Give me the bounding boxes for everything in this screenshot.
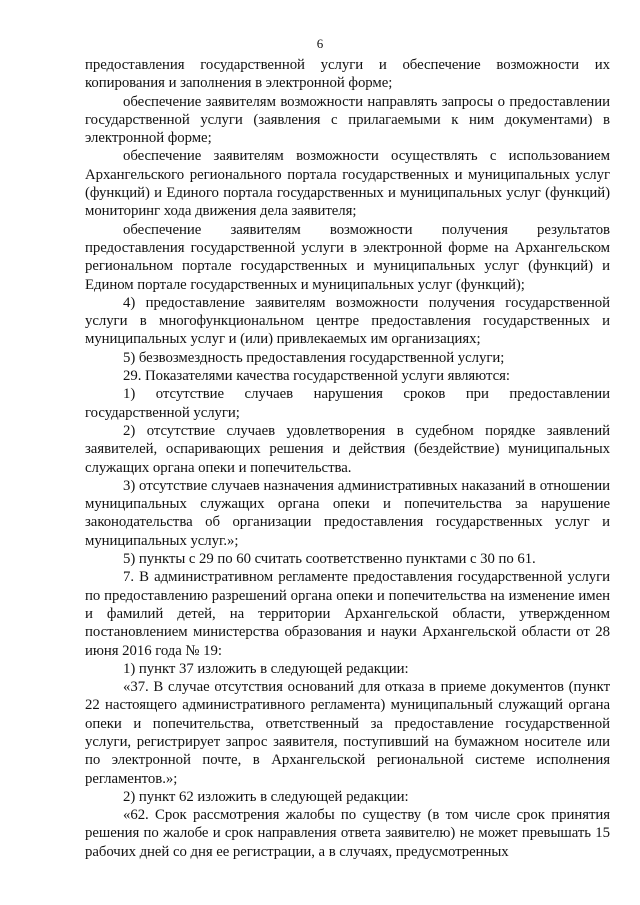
- paragraph-item-4: 4) предоставление заявителям возможности получения государственной услуги в многофункциональном центре предоставления государственных и муниципальных услуг и (или) привлекаемых им организациях;: [85, 294, 610, 348]
- paragraph-indicator-3: 3) отсутствие случаев назначения административных наказаний в отношении муниципальных служащих органа опеки и попечительства за нарушение законодательства об организации предоставления государственных услуг и муниципальных услуг.»;: [85, 477, 610, 549]
- paragraph-indicator-2: 2) отсутствие случаев удовлетворения в судебном порядке заявлений заявителей, оспаривающих решения и действия (бездействие) муниципальных служащих органа опеки и попечительства.: [85, 422, 610, 476]
- paragraph-continuation: предоставления государственной услуги и обеспечение возможности их копирования и заполнения в электронной форме;: [85, 57, 610, 92]
- paragraph-amend-62: 2) пункт 62 изложить в следующей редакции:: [123, 788, 409, 805]
- document-body: [85, 56, 610, 861]
- paragraph-monitoring: обеспечение заявителям возможности осуществлять с использованием Архангельского регионального портала государственных и муниципальных услуг (функций) и Единого портала государственных и муниципальных услуг (функций) мониторинг хода движения дела заявителя;: [85, 148, 610, 220]
- paragraph-clause-29: 29. Показателями качества государственной услуги являются:: [123, 368, 510, 385]
- paragraph-electronic-requests: обеспечение заявителям возможности направлять запросы о предоставлении государственной услуги (заявления с прилагаемыми к ним документами) в электронной форме;: [85, 93, 610, 147]
- paragraph-item-5: 5) безвозмездность предоставления государственной услуги;: [123, 349, 505, 366]
- paragraph-clause-37: «37. В случае отсутствия оснований для отказа в приеме документов (пункт 22 настоящего административного регламента) муниципальный служащий органа опеки и попечительства, ответственный за предоставление государственной услуги, регистрирует запрос заявителя, поступивший на бумажном носителе или по электронной почте, в Архангельской региональной системе исполнения регламентов.»;: [85, 679, 610, 787]
- paragraph-indicator-1: 1) отсутствие случаев нарушения сроков при предоставлении государственной услуги;: [85, 386, 610, 421]
- paragraph-amend-37: 1) пункт 37 изложить в следующей редакции:: [123, 660, 409, 677]
- paragraph-section-7: 7. В административном регламенте предоставления государственной услуги по предоставлению разрешений органа опеки и попечительства на изменение имен и фамилий детей, на территории Архангельской области, утвержденном постановлением министерства образования и науки Архангельской области от 28 июня 2016 года № 19:: [85, 569, 610, 659]
- paragraph-clause-62: «62. Срок рассмотрения жалобы по существу (в том числе срок принятия решения по жалобе и срок направления ответа заявителю) не может превышать 15 рабочих дней со дня ее регистрации, а в случаях, предусмотренных: [85, 807, 610, 860]
- paragraph-renumbering: 5) пункты с 29 по 60 считать соответственно пунктами с 30 по 61.: [123, 551, 536, 568]
- page-number: 6: [316, 36, 324, 51]
- paragraph-electronic-results: обеспечение заявителям возможности получения результатов предоставления государственной услуги в электронной форме на Архангельском региональном портале государственных и муниципальных услуг (функций) и Едином портале государственных и муниципальных услуг (функций);: [85, 221, 610, 293]
